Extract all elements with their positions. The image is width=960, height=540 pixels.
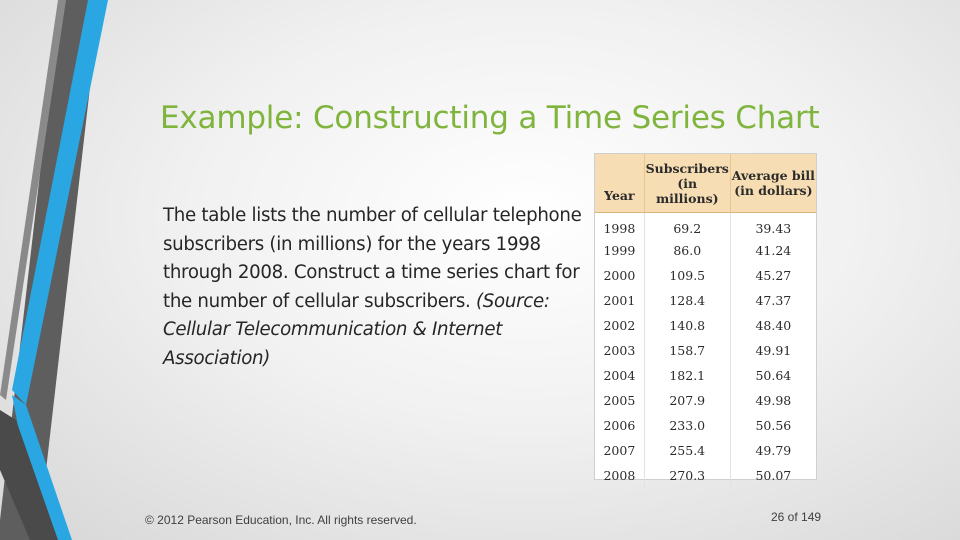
subscriber-data-table: [595, 154, 816, 488]
cell-year: 2004: [595, 363, 644, 388]
cell-bill: 45.27: [755, 268, 792, 283]
source-citation: (Source: Cellular Telecommunication & Internet Association): [163, 290, 550, 369]
header-bill-line1: Average bill: [731, 168, 815, 183]
table-row: [595, 288, 816, 313]
table-row: [595, 213, 816, 239]
table-row: [595, 413, 816, 438]
data-table-container: [594, 153, 817, 483]
header-bill-line2: (in dollars): [734, 183, 813, 198]
decorative-stripes: [0, 0, 160, 540]
table-row: [595, 438, 816, 463]
cell-bill: 41.24: [755, 243, 792, 258]
cell-year: 2003: [595, 338, 644, 363]
table-row: [595, 263, 816, 288]
header-subscribers-line2: (in millions): [655, 175, 719, 206]
header-subscribers-line1: Subscribers: [645, 160, 729, 176]
cell-bill: 50.56: [755, 418, 792, 433]
table-row: [595, 238, 816, 263]
cell-subscribers: 270.3: [644, 463, 730, 488]
cell-subscribers: 233.0: [644, 413, 730, 438]
cell-year: 1999: [595, 238, 644, 263]
cell-year: 2005: [595, 388, 644, 413]
header-year: Year: [595, 154, 644, 213]
slide-title: Example: Constructing a Time Series Chart: [160, 100, 820, 136]
copyright-footer: © 2012 Pearson Education, Inc. All rights reserved.: [145, 513, 417, 527]
cell-year: 2006: [595, 413, 644, 438]
cell-bill: 48.40: [755, 318, 792, 333]
cell-year: 2008: [595, 463, 644, 488]
cell-subscribers: 140.8: [644, 313, 730, 338]
cell-subscribers: 255.4: [644, 438, 730, 463]
header-subscribers: [644, 154, 730, 213]
cell-bill: 49.98: [755, 393, 792, 408]
table-row: [595, 313, 816, 338]
cell-bill: 50.07: [755, 468, 792, 483]
cell-year: 2002: [595, 313, 644, 338]
cell-subscribers: 182.1: [644, 363, 730, 388]
cell-bill: 47.37: [755, 293, 792, 308]
cell-year: 2007: [595, 438, 644, 463]
cell-year: 1998: [595, 213, 644, 239]
body-description: The table lists the number of cellular telephone subscribers (in millions) for the years 1998 through 2008. Construct a time series chart for the number of cellular subscribers.: [163, 205, 582, 312]
cell-subscribers: 207.9: [644, 388, 730, 413]
table-row: [595, 363, 816, 388]
table-row: [595, 388, 816, 413]
cell-subscribers: 128.4: [644, 288, 730, 313]
cell-subscribers: 109.5: [644, 263, 730, 288]
cell-bill: 39.43: [755, 220, 792, 236]
table-row: [595, 463, 816, 488]
table-row: [595, 338, 816, 363]
cell-subscribers: 86.0: [644, 238, 730, 263]
cell-bill: 49.91: [755, 343, 792, 358]
slide-body-text: [163, 202, 588, 374]
cell-bill: 50.64: [755, 368, 792, 383]
table-header-row: [595, 154, 816, 213]
page-number: 26 of 149: [771, 510, 822, 524]
cell-subscribers: 69.2: [644, 213, 730, 239]
header-average-bill: [730, 154, 816, 213]
cell-year: 2000: [595, 263, 644, 288]
cell-subscribers: 158.7: [644, 338, 730, 363]
cell-bill: 49.79: [755, 443, 792, 458]
cell-year: 2001: [595, 288, 644, 313]
